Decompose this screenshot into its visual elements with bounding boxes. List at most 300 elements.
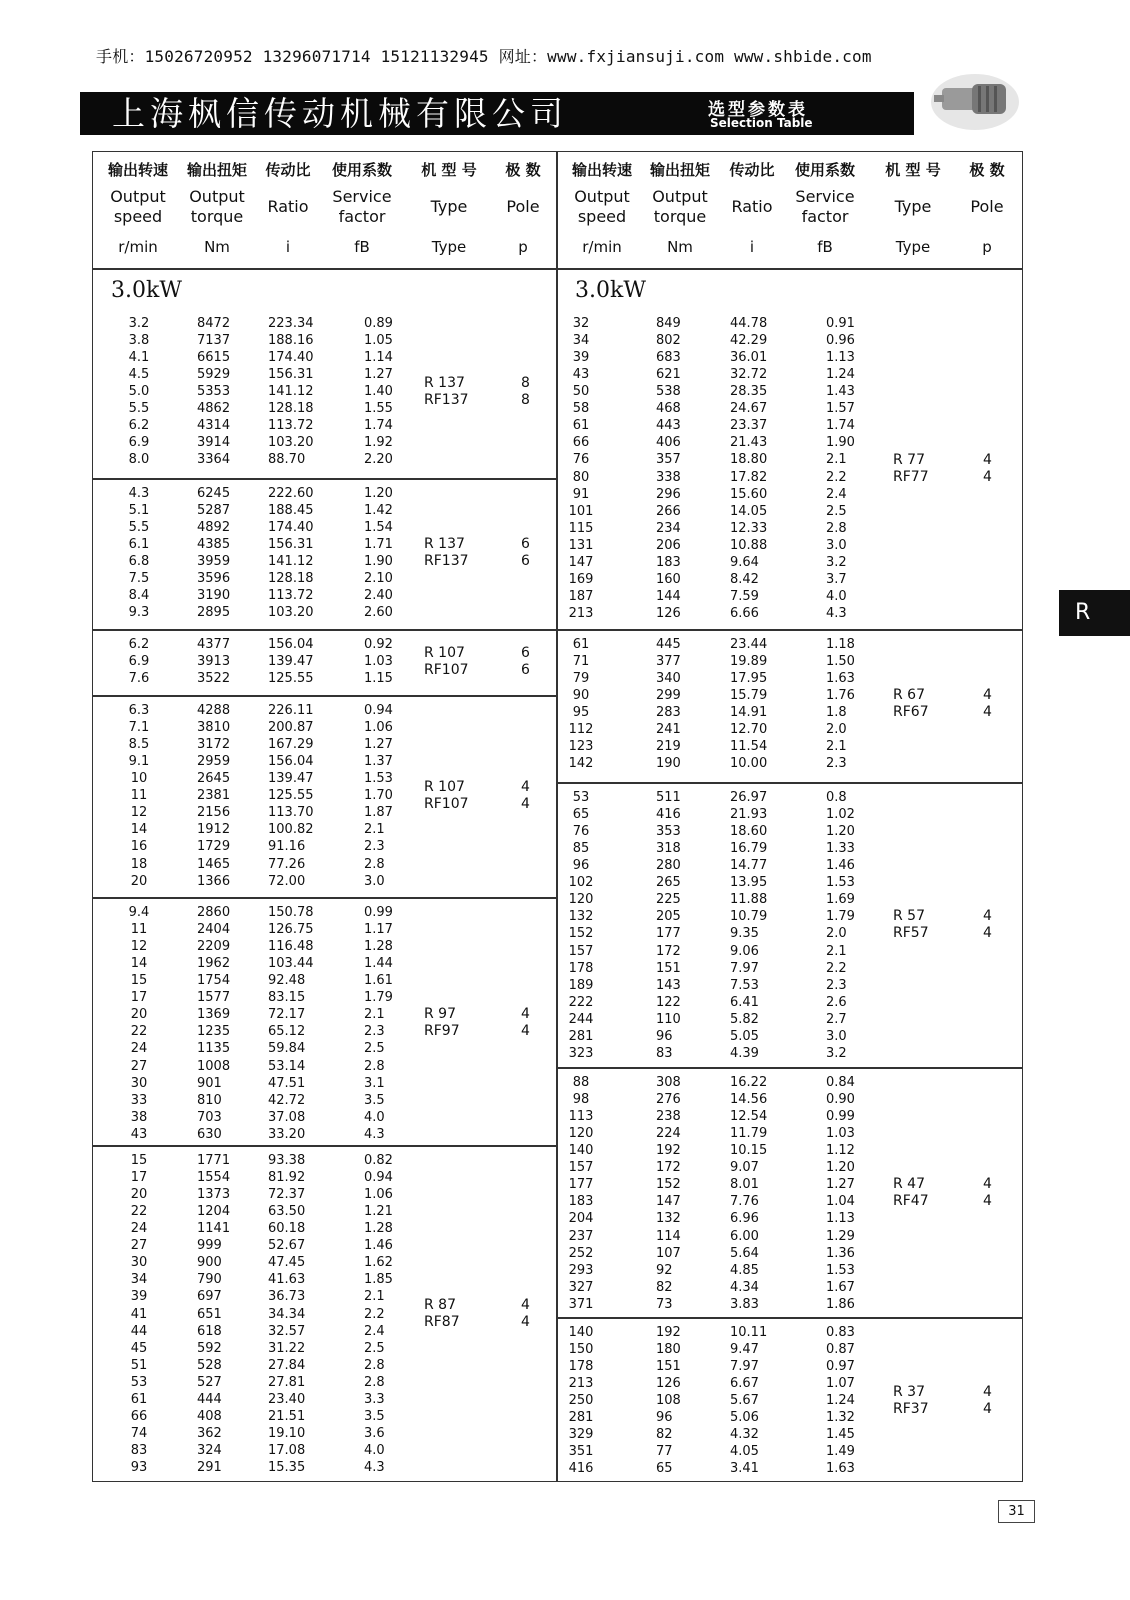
output-speed-cell: 178 bbox=[568, 960, 594, 976]
output-torque-cell: 416 bbox=[656, 807, 681, 823]
ratio-cell: 41.63 bbox=[268, 1272, 306, 1288]
output-torque-cell: 445 bbox=[656, 637, 681, 652]
service-factor-cell: 2.1 bbox=[364, 822, 385, 838]
ratio-cell: 19.89 bbox=[730, 654, 768, 670]
ratio-cell: 6.67 bbox=[730, 1376, 759, 1392]
service-factor-cell: 2.2 bbox=[826, 960, 847, 976]
service-factor-cell: 1.21 bbox=[364, 1204, 393, 1220]
ratio-cell: 31.22 bbox=[268, 1340, 306, 1356]
ratio-cell: 83.15 bbox=[268, 990, 306, 1006]
output-speed-cell: 178 bbox=[568, 1359, 594, 1375]
ratio-cell: 36.01 bbox=[730, 350, 768, 366]
ratio-cell: 92.48 bbox=[268, 973, 306, 989]
output-torque-cell: 151 bbox=[656, 1359, 681, 1375]
service-factor-cell: 0.83 bbox=[826, 1325, 855, 1340]
service-factor-cell: 1.46 bbox=[826, 858, 855, 874]
output-speed-cell: 5.0 bbox=[128, 384, 150, 400]
column-header-cn-right: 使用系数 bbox=[794, 161, 855, 179]
column-header-unit-right: Nm bbox=[667, 238, 693, 256]
ratio-cell: 72.00 bbox=[268, 873, 306, 889]
column-header-unit-left: fB bbox=[354, 238, 370, 256]
column-header-en-left: Ratio bbox=[267, 197, 309, 216]
output-torque-cell: 2404 bbox=[197, 922, 231, 938]
output-speed-cell: 14 bbox=[130, 956, 148, 972]
output-speed-cell: 43 bbox=[572, 367, 590, 383]
output-torque-cell: 4862 bbox=[197, 401, 231, 417]
service-factor-cell: 1.24 bbox=[826, 1393, 855, 1409]
output-torque-cell: 4892 bbox=[197, 520, 231, 536]
output-torque-cell: 4377 bbox=[197, 637, 231, 652]
output-speed-cell: 213 bbox=[568, 606, 594, 622]
column-header-cn-left: 输出转速 bbox=[107, 161, 168, 179]
ratio-cell: 53.14 bbox=[268, 1058, 306, 1074]
output-speed-cell: 9.4 bbox=[128, 905, 150, 920]
ratio-cell: 88.70 bbox=[268, 452, 306, 468]
output-torque-cell: 5287 bbox=[197, 503, 231, 519]
ratio-cell: 81.92 bbox=[268, 1170, 306, 1186]
column-header-en-line: Output bbox=[574, 187, 630, 206]
gear-type-label: R 57 bbox=[893, 908, 925, 925]
service-factor-cell: 2.2 bbox=[364, 1306, 385, 1322]
output-speed-cell: 43 bbox=[130, 1126, 148, 1142]
service-factor-cell: 4.0 bbox=[364, 1109, 385, 1125]
output-speed-cell: 79 bbox=[572, 671, 590, 687]
ratio-cell: 9.64 bbox=[730, 554, 759, 570]
service-factor-cell: 1.28 bbox=[364, 939, 393, 955]
column-header-unit-left: Type bbox=[431, 238, 467, 256]
column-header-cn-right: 极 数 bbox=[969, 161, 1005, 179]
service-factor-cell: 1.20 bbox=[364, 486, 393, 501]
service-factor-cell: 1.79 bbox=[364, 990, 393, 1006]
output-speed-cell: 115 bbox=[568, 520, 594, 536]
column-header-en-line: speed bbox=[577, 207, 627, 226]
ratio-cell: 24.67 bbox=[730, 401, 768, 417]
ratio-cell: 14.77 bbox=[730, 858, 768, 874]
output-speed-cell: 252 bbox=[568, 1245, 594, 1261]
output-torque-cell: 790 bbox=[197, 1272, 222, 1288]
gear-type-label: RF137 bbox=[424, 391, 469, 408]
column-header-en-right bbox=[775, 187, 875, 227]
group-divider bbox=[92, 629, 556, 631]
service-factor-cell: 1.42 bbox=[364, 503, 393, 519]
service-factor-cell: 0.97 bbox=[826, 1359, 855, 1375]
output-speed-cell: 45 bbox=[130, 1340, 148, 1356]
output-speed-cell: 24 bbox=[130, 1221, 148, 1237]
output-speed-cell: 189 bbox=[568, 977, 594, 993]
ratio-cell: 13.95 bbox=[730, 875, 768, 891]
output-torque-cell: 192 bbox=[656, 1325, 681, 1340]
ratio-cell: 21.43 bbox=[730, 435, 768, 451]
output-torque-cell: 1465 bbox=[197, 856, 231, 872]
service-factor-cell: 1.13 bbox=[826, 1211, 855, 1227]
ratio-cell: 16.79 bbox=[730, 841, 768, 857]
output-torque-cell: 180 bbox=[656, 1342, 681, 1358]
ratio-cell: 14.91 bbox=[730, 705, 768, 721]
service-factor-cell: 1.32 bbox=[826, 1410, 855, 1426]
pole-count: 4 bbox=[983, 1193, 992, 1210]
service-factor-cell: 1.43 bbox=[826, 384, 855, 400]
page-number: 31 bbox=[998, 1500, 1035, 1523]
selection-table bbox=[92, 151, 1023, 1482]
output-speed-cell: 65 bbox=[572, 807, 590, 823]
column-header-en-left: Type bbox=[430, 197, 468, 216]
output-torque-cell: 1204 bbox=[197, 1204, 231, 1220]
column-header-cn-right: 传动比 bbox=[729, 161, 775, 179]
pole-count: 4 bbox=[983, 687, 992, 704]
service-factor-cell: 2.1 bbox=[364, 1289, 385, 1305]
output-speed-cell: 91 bbox=[572, 486, 590, 502]
service-factor-cell: 2.40 bbox=[364, 588, 393, 604]
gear-type-label: R 67 bbox=[893, 687, 925, 704]
output-torque-cell: 92 bbox=[656, 1262, 673, 1278]
output-torque-cell: 703 bbox=[197, 1109, 222, 1125]
output-torque-cell: 1008 bbox=[197, 1058, 231, 1074]
output-speed-cell: 80 bbox=[572, 469, 590, 485]
service-factor-cell: 1.61 bbox=[364, 973, 393, 989]
ratio-cell: 4.32 bbox=[730, 1427, 759, 1443]
ratio-cell: 6.96 bbox=[730, 1211, 759, 1227]
output-torque-cell: 1141 bbox=[197, 1221, 231, 1237]
output-torque-cell: 621 bbox=[656, 367, 681, 383]
output-speed-cell: 281 bbox=[568, 1028, 594, 1044]
output-speed-cell: 329 bbox=[568, 1427, 594, 1443]
output-speed-cell: 98 bbox=[572, 1092, 590, 1108]
ratio-cell: 150.78 bbox=[268, 905, 314, 920]
selection-table-title-en: Selection Table bbox=[710, 116, 813, 130]
output-torque-cell: 82 bbox=[656, 1427, 673, 1443]
column-header-en-right: Pole bbox=[970, 197, 1004, 216]
output-speed-cell: 323 bbox=[568, 1045, 594, 1061]
output-torque-cell: 362 bbox=[197, 1425, 222, 1441]
output-torque-cell: 1135 bbox=[197, 1041, 231, 1057]
output-torque-cell: 408 bbox=[197, 1408, 222, 1424]
gear-type-label: R 97 bbox=[424, 1006, 456, 1023]
ratio-cell: 156.31 bbox=[268, 367, 314, 383]
output-speed-cell: 213 bbox=[568, 1376, 594, 1392]
service-factor-cell: 1.18 bbox=[826, 637, 855, 652]
service-factor-cell: 1.40 bbox=[364, 384, 393, 400]
output-speed-cell: 9.1 bbox=[128, 754, 150, 770]
ratio-cell: 18.80 bbox=[730, 452, 768, 468]
service-factor-cell: 2.0 bbox=[826, 926, 847, 942]
output-torque-cell: 3364 bbox=[197, 452, 231, 468]
output-torque-cell: 82 bbox=[656, 1279, 673, 1295]
output-torque-cell: 225 bbox=[656, 892, 681, 908]
ratio-cell: 103.20 bbox=[268, 605, 314, 621]
output-torque-cell: 219 bbox=[656, 739, 681, 755]
output-speed-cell: 88 bbox=[572, 1075, 590, 1090]
output-speed-cell: 61 bbox=[130, 1391, 148, 1407]
output-speed-cell: 85 bbox=[572, 841, 590, 857]
column-header-cn-left: 极 数 bbox=[505, 161, 541, 179]
ratio-cell: 65.12 bbox=[268, 1024, 306, 1040]
pole-count: 4 bbox=[983, 925, 992, 942]
output-speed-cell: 66 bbox=[130, 1408, 148, 1424]
selection-table-title-cn: 选型参数表 bbox=[708, 100, 808, 120]
service-factor-cell: 1.06 bbox=[364, 1187, 393, 1203]
output-torque-cell: 1912 bbox=[197, 822, 231, 838]
output-speed-cell: 351 bbox=[568, 1444, 594, 1460]
column-header-en-left bbox=[312, 187, 412, 227]
output-speed-cell: 157 bbox=[568, 1160, 594, 1176]
service-factor-cell: 2.5 bbox=[364, 1340, 385, 1356]
pole-count: 4 bbox=[983, 908, 992, 925]
output-speed-cell: 32 bbox=[572, 316, 590, 331]
output-speed-cell: 327 bbox=[568, 1279, 594, 1295]
ratio-cell: 27.84 bbox=[268, 1357, 306, 1373]
output-speed-cell: 61 bbox=[572, 418, 590, 434]
ratio-cell: 226.11 bbox=[268, 703, 314, 718]
output-torque-cell: 1771 bbox=[197, 1153, 231, 1168]
output-torque-cell: 3522 bbox=[197, 671, 231, 687]
output-torque-cell: 126 bbox=[656, 1376, 681, 1392]
ratio-cell: 91.16 bbox=[268, 839, 306, 855]
ratio-cell: 10.00 bbox=[730, 756, 768, 772]
output-speed-cell: 142 bbox=[568, 756, 594, 772]
group-divider bbox=[556, 629, 1023, 631]
service-factor-cell: 1.55 bbox=[364, 401, 393, 417]
ratio-cell: 19.10 bbox=[268, 1425, 306, 1441]
service-factor-cell: 3.7 bbox=[826, 571, 847, 587]
output-speed-cell: 12 bbox=[130, 939, 148, 955]
output-torque-cell: 192 bbox=[656, 1143, 681, 1159]
output-torque-cell: 338 bbox=[656, 469, 681, 485]
gear-type-label: RF57 bbox=[893, 925, 929, 942]
output-torque-cell: 528 bbox=[197, 1357, 222, 1373]
service-factor-cell: 1.87 bbox=[364, 805, 393, 821]
output-torque-cell: 1554 bbox=[197, 1170, 231, 1186]
output-torque-cell: 5929 bbox=[197, 367, 231, 383]
output-torque-cell: 114 bbox=[656, 1228, 681, 1244]
column-header-cn-right: 输出扭矩 bbox=[649, 161, 710, 179]
output-torque-cell: 2895 bbox=[197, 605, 231, 621]
gear-type-label: R 47 bbox=[893, 1176, 925, 1193]
output-torque-cell: 2381 bbox=[197, 788, 231, 804]
output-speed-cell: 30 bbox=[130, 1075, 148, 1091]
ratio-cell: 42.29 bbox=[730, 333, 768, 349]
ratio-cell: 4.34 bbox=[730, 1279, 759, 1295]
output-torque-cell: 3913 bbox=[197, 654, 231, 670]
service-factor-cell: 2.4 bbox=[826, 486, 847, 502]
ratio-cell: 63.50 bbox=[268, 1204, 306, 1220]
output-speed-cell: 20 bbox=[130, 1007, 148, 1023]
service-factor-cell: 1.53 bbox=[826, 875, 855, 891]
output-torque-cell: 318 bbox=[656, 841, 681, 857]
service-factor-cell: 1.85 bbox=[364, 1272, 393, 1288]
service-factor-cell: 1.46 bbox=[364, 1238, 393, 1254]
output-torque-cell: 2209 bbox=[197, 939, 231, 955]
service-factor-cell: 1.57 bbox=[826, 401, 855, 417]
ratio-cell: 3.41 bbox=[730, 1461, 759, 1477]
output-torque-cell: 2645 bbox=[197, 771, 231, 787]
column-header-en-line: Output bbox=[110, 187, 166, 206]
service-factor-cell: 2.8 bbox=[364, 1374, 385, 1390]
ratio-cell: 113.72 bbox=[268, 418, 314, 434]
column-header-en-line: speed bbox=[113, 207, 163, 226]
ratio-cell: 7.97 bbox=[730, 1359, 759, 1375]
output-torque-cell: 6245 bbox=[197, 486, 231, 501]
gear-type-label: RF107 bbox=[424, 661, 469, 678]
output-speed-cell: 150 bbox=[568, 1342, 594, 1358]
output-speed-cell: 8.5 bbox=[128, 737, 150, 753]
output-torque-cell: 353 bbox=[656, 824, 681, 840]
service-factor-cell: 1.53 bbox=[364, 771, 393, 787]
ratio-cell: 113.70 bbox=[268, 805, 314, 821]
output-speed-cell: 20 bbox=[130, 873, 148, 889]
output-speed-cell: 53 bbox=[572, 790, 590, 805]
service-factor-cell: 1.14 bbox=[364, 350, 393, 366]
column-header-cn-right: 机 型 号 bbox=[885, 161, 941, 179]
ratio-cell: 9.06 bbox=[730, 943, 759, 959]
output-speed-cell: 6.2 bbox=[128, 637, 150, 652]
output-speed-cell: 11 bbox=[130, 922, 148, 938]
ratio-cell: 7.53 bbox=[730, 977, 759, 993]
output-speed-cell: 371 bbox=[568, 1296, 594, 1312]
ratio-cell: 116.48 bbox=[268, 939, 314, 955]
service-factor-cell: 0.92 bbox=[364, 637, 393, 652]
gear-type-label: R 37 bbox=[893, 1383, 925, 1400]
output-speed-cell: 4.1 bbox=[128, 350, 150, 366]
service-factor-cell: 0.91 bbox=[826, 316, 855, 331]
output-torque-cell: 96 bbox=[656, 1410, 673, 1426]
output-torque-cell: 266 bbox=[656, 503, 681, 519]
output-torque-cell: 283 bbox=[656, 705, 681, 721]
ratio-cell: 37.08 bbox=[268, 1109, 306, 1125]
output-speed-cell: 90 bbox=[572, 688, 590, 704]
service-factor-cell: 2.1 bbox=[364, 1007, 385, 1023]
pole-count: 6 bbox=[521, 644, 530, 661]
gear-type-label: RF107 bbox=[424, 795, 469, 812]
ratio-cell: 7.76 bbox=[730, 1194, 759, 1210]
output-torque-cell: 618 bbox=[197, 1323, 222, 1339]
ratio-cell: 10.15 bbox=[730, 1143, 768, 1159]
pole-count: 4 bbox=[983, 704, 992, 721]
output-speed-cell: 7.5 bbox=[128, 571, 150, 587]
column-header-cn-left: 传动比 bbox=[265, 161, 311, 179]
ratio-cell: 93.38 bbox=[268, 1153, 306, 1168]
service-factor-cell: 2.2 bbox=[826, 469, 847, 485]
group-divider bbox=[556, 1067, 1023, 1069]
output-speed-cell: 11 bbox=[130, 788, 148, 804]
output-speed-cell: 76 bbox=[572, 824, 590, 840]
ratio-cell: 141.12 bbox=[268, 554, 314, 570]
output-torque-cell: 147 bbox=[656, 1194, 681, 1210]
output-torque-cell: 280 bbox=[656, 858, 681, 874]
service-factor-cell: 2.7 bbox=[826, 1011, 847, 1027]
column-header-unit-left: Nm bbox=[204, 238, 230, 256]
output-torque-cell: 8472 bbox=[197, 316, 231, 331]
service-factor-cell: 1.45 bbox=[826, 1427, 855, 1443]
service-factor-cell: 1.86 bbox=[826, 1296, 855, 1312]
output-torque-cell: 377 bbox=[656, 654, 681, 670]
service-factor-cell: 1.03 bbox=[364, 654, 393, 670]
output-torque-cell: 177 bbox=[656, 926, 681, 942]
service-factor-cell: 3.0 bbox=[826, 1028, 847, 1044]
service-factor-cell: 1.33 bbox=[826, 841, 855, 857]
output-torque-cell: 1373 bbox=[197, 1187, 231, 1203]
service-factor-cell: 3.1 bbox=[364, 1075, 385, 1091]
output-speed-cell: 120 bbox=[568, 1126, 594, 1142]
column-header-en-line: factor bbox=[338, 207, 386, 226]
output-speed-cell: 140 bbox=[568, 1143, 594, 1159]
output-torque-cell: 4288 bbox=[197, 703, 231, 718]
output-speed-cell: 187 bbox=[568, 588, 594, 604]
output-torque-cell: 160 bbox=[656, 571, 681, 587]
output-torque-cell: 1366 bbox=[197, 873, 231, 889]
output-speed-cell: 6.2 bbox=[128, 418, 150, 434]
pole-count: 6 bbox=[521, 536, 530, 553]
output-torque-cell: 291 bbox=[197, 1460, 222, 1476]
ratio-cell: 6.66 bbox=[730, 606, 759, 622]
service-factor-cell: 1.06 bbox=[364, 720, 393, 736]
output-torque-cell: 238 bbox=[656, 1109, 681, 1125]
output-speed-cell: 120 bbox=[568, 892, 594, 908]
ratio-cell: 10.79 bbox=[730, 909, 768, 925]
output-torque-cell: 1235 bbox=[197, 1024, 231, 1040]
output-speed-cell: 71 bbox=[572, 654, 590, 670]
service-factor-cell: 2.1 bbox=[826, 452, 847, 468]
ratio-cell: 103.20 bbox=[268, 435, 314, 451]
ratio-cell: 125.55 bbox=[268, 788, 314, 804]
column-header-cn-left: 机 型 号 bbox=[421, 161, 477, 179]
ratio-cell: 60.18 bbox=[268, 1221, 306, 1237]
output-torque-cell: 849 bbox=[656, 316, 681, 331]
ratio-cell: 72.17 bbox=[268, 1007, 306, 1023]
output-speed-cell: 152 bbox=[568, 926, 594, 942]
ratio-cell: 4.05 bbox=[730, 1444, 759, 1460]
ratio-cell: 9.47 bbox=[730, 1342, 759, 1358]
column-header-en-line: Output bbox=[652, 187, 708, 206]
output-torque-cell: 651 bbox=[197, 1306, 222, 1322]
column-header-en-line: Service bbox=[332, 187, 392, 206]
ratio-cell: 5.05 bbox=[730, 1028, 759, 1044]
service-factor-cell: 2.3 bbox=[826, 977, 847, 993]
pole-count: 4 bbox=[521, 1314, 530, 1331]
output-speed-cell: 15 bbox=[130, 973, 148, 989]
output-speed-cell: 50 bbox=[572, 384, 590, 400]
ratio-cell: 12.54 bbox=[730, 1109, 768, 1125]
power-label-right: 3.0kW bbox=[575, 278, 646, 303]
ratio-cell: 27.81 bbox=[268, 1374, 306, 1390]
output-torque-cell: 683 bbox=[656, 350, 681, 366]
output-speed-cell: 131 bbox=[568, 537, 594, 553]
gear-type-label: RF97 bbox=[424, 1023, 460, 1040]
pole-count: 4 bbox=[521, 1297, 530, 1314]
ratio-cell: 44.78 bbox=[730, 316, 768, 331]
output-speed-cell: 83 bbox=[130, 1443, 148, 1459]
pole-count: 4 bbox=[521, 795, 530, 812]
output-torque-cell: 143 bbox=[656, 977, 681, 993]
output-torque-cell: 900 bbox=[197, 1255, 222, 1271]
ratio-cell: 47.51 bbox=[268, 1075, 306, 1091]
output-speed-cell: 244 bbox=[568, 1011, 594, 1027]
output-torque-cell: 538 bbox=[656, 384, 681, 400]
ratio-cell: 5.06 bbox=[730, 1410, 759, 1426]
output-torque-cell: 172 bbox=[656, 1160, 681, 1176]
output-torque-cell: 296 bbox=[656, 486, 681, 502]
service-factor-cell: 3.5 bbox=[364, 1092, 385, 1108]
service-factor-cell: 1.12 bbox=[826, 1143, 855, 1159]
pole-count: 8 bbox=[521, 391, 530, 408]
service-factor-cell: 2.0 bbox=[826, 722, 847, 738]
output-speed-cell: 15 bbox=[130, 1153, 148, 1168]
output-torque-cell: 83 bbox=[656, 1045, 673, 1061]
output-speed-cell: 93 bbox=[130, 1460, 148, 1476]
ratio-cell: 18.60 bbox=[730, 824, 768, 840]
ratio-cell: 10.11 bbox=[730, 1325, 768, 1340]
ratio-cell: 5.82 bbox=[730, 1011, 759, 1027]
output-torque-cell: 65 bbox=[656, 1461, 673, 1477]
